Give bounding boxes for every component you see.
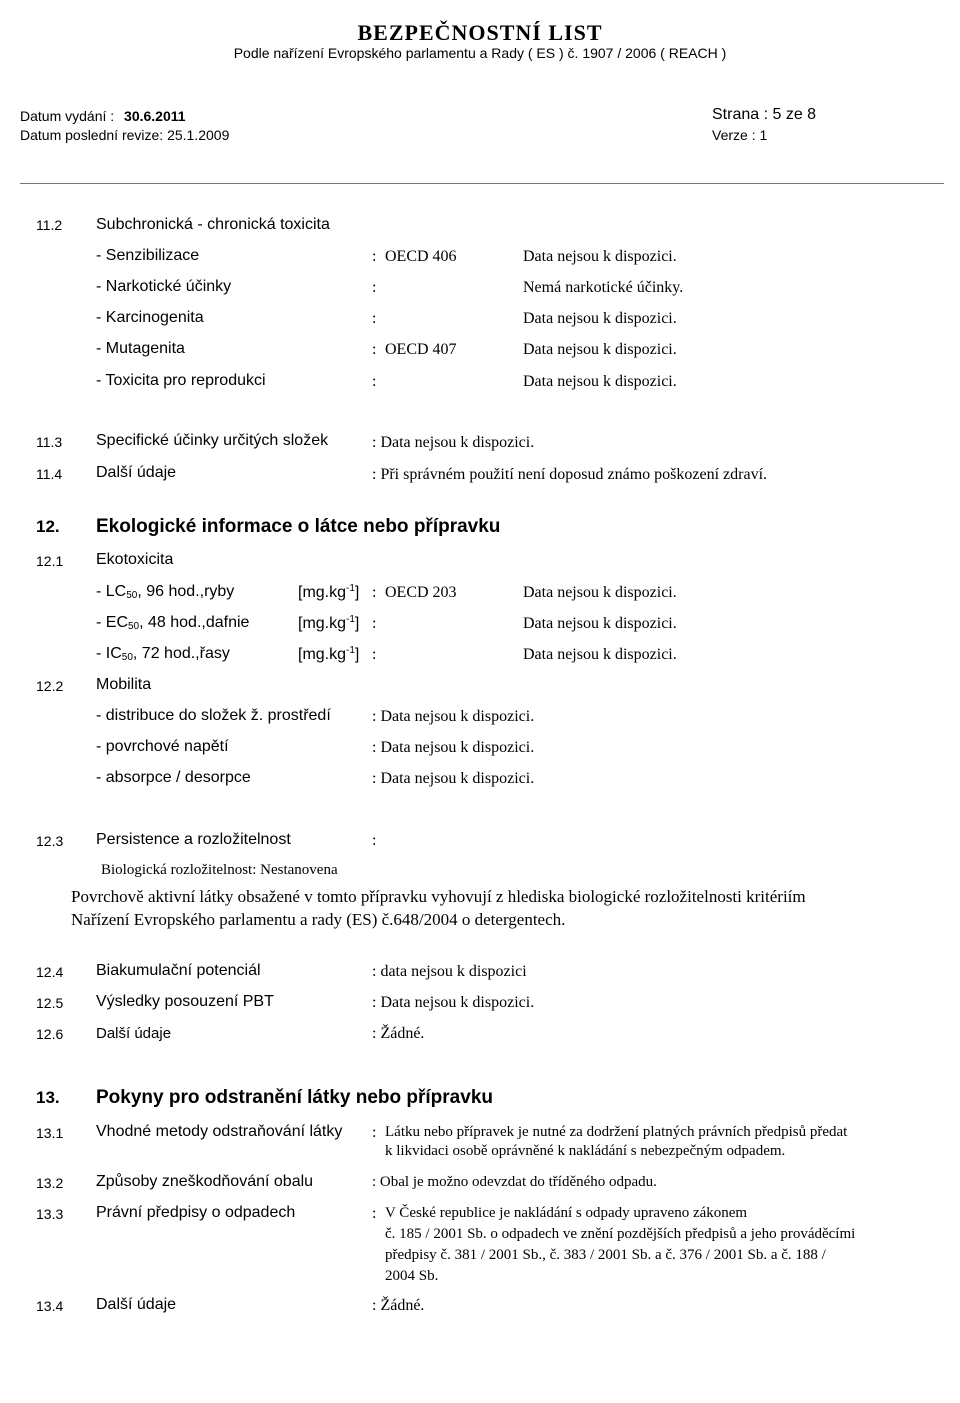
row-colon: : [372,615,377,632]
document-title: BEZPEČNOSTNÍ LIST [357,20,603,45]
mobility-label: - absorpce / desorpce [96,769,251,786]
chapter-title: Ekologické informace o látce nebo přípravku [96,516,501,537]
section-number: 13.4 [36,1298,64,1314]
row-label: - Senzibilizace [96,247,200,264]
section-number: 12.2 [36,678,64,694]
section-number: 12.6 [36,1026,64,1042]
row-value: Nemá narkotické účinky. [523,279,684,296]
row-method: OECD 406 [385,248,457,265]
surfactant-paragraph-line: Povrchově aktivní látky obsažené v tomto přípravku vyhovují z hlediska biologické rozložitelnosti kritériím [71,887,806,906]
row-label: - $LC_{50}$, 96 hod.,ryby [96,583,235,601]
issue-date-row [20,108,186,124]
section-label: Persistence a rozložitelnost [96,831,291,848]
row-unit: $[mg.kg^{-1}]$ [298,645,360,663]
section-label: Vhodné metody odstraňování látky [96,1123,343,1140]
section-colon: : [372,1205,377,1222]
section-label: Právní předpisy o odpadech [96,1204,296,1221]
section-number: 11.2 [36,217,63,233]
row-colon: : [372,373,377,390]
mobility-value: : Data nejsou k dispozici. [372,770,535,787]
surfactant-paragraph-line: Nařízení Evropského parlamentu a rady (ES) č.648/2004 o detergentech. [71,910,566,929]
section-value: : Žádné. [372,1025,425,1042]
mobility-label: - distribuce do složek ž. prostředí [96,707,331,724]
section-label: Způsoby zneškodňování obalu [96,1173,314,1190]
row-label: - $EC_{50}$, 48 hod.,dafnie [96,614,250,632]
revision-date: Datum poslední revize: 25.1.2009 [20,127,230,143]
section-number: 11.4 [36,466,63,482]
row-colon: : [372,279,377,296]
section-label: Další údaje [96,464,177,481]
row-colon: : [372,248,377,265]
row-method: OECD 407 [385,341,457,358]
section-number: 12.5 [36,995,64,1011]
section-number: 13.1 [36,1125,64,1141]
row-label: - Narkotické účinky [96,278,232,295]
row-value: Data nejsou k dispozici. [523,248,677,265]
row-value: Data nejsou k dispozici. [523,646,677,663]
row-label: - Mutagenita [96,340,185,357]
section-colon: : [372,1124,377,1141]
section-title: Ekotoxicita [96,551,174,568]
section-number: 12.3 [36,833,64,849]
header-divider [20,183,944,184]
issue-date-label: Datum vydání : [20,108,115,124]
section-value: : data nejsou k dispozici [372,963,527,980]
biodegradability-line: Biologická rozložitelnost: Nestanovena [101,862,338,878]
row-colon: : [372,584,377,601]
row-colon: : [372,310,377,327]
section-value: : Žádné. [372,1297,425,1314]
section-label: Další údaje [96,1025,172,1042]
section-number: 13.3 [36,1206,64,1222]
chapter-number: 13. [36,1088,60,1107]
legislation-text-line: V České republice je nakládání s odpady upraveno zákonem [385,1205,748,1221]
row-label: - Karcinogenita [96,309,204,326]
row-value: Data nejsou k dispozici. [523,310,677,327]
legislation-text-line: 2004 Sb. [385,1268,439,1284]
row-unit: $[mg.kg^{-1}]$ [298,614,360,632]
row-colon: : [372,341,377,358]
row-colon: : [372,646,377,663]
section-value: : Při správném použití není doposud známo poškození zdraví. [372,466,768,483]
row-value: Data nejsou k dispozici. [523,584,677,601]
mobility-value: : Data nejsou k dispozici. [372,739,535,756]
section-title: Subchronická - chronická toxicita [96,216,330,233]
row-value: Data nejsou k dispozici. [523,615,677,632]
section-colon: : [372,832,377,849]
section-number: 11.3 [36,434,63,450]
section-label: Biakumulační potenciál [96,962,261,979]
row-value: Data nejsou k dispozici. [523,341,677,358]
section-label: Specifické účinky určitých složek [96,432,329,449]
issue-date-value: 30.6.2011 [124,108,186,124]
mobility-label: - povrchové napětí [96,738,229,755]
row-label: - Toxicita pro reprodukci [96,372,266,389]
row-label: - $IC_{50}$, 72 hod.,řasy [96,645,230,663]
section-label: Další údaje [96,1296,177,1313]
chapter-title: Pokyny pro odstranění látky nebo přípravku [96,1087,493,1108]
legislation-text-line: předpisy č. 381 / 2001 Sb., č. 383 / 2001 Sb. a č. 376 / 2001 Sb. a č. 188 / [385,1247,826,1263]
section-value: : Obal je možno odevzdat do tříděného odpadu. [372,1174,657,1190]
disposal-text-line: Látku nebo přípravek je nutné za dodržení platných právních předpisů předat [385,1124,848,1140]
row-unit: $[mg.kg^{-1}]$ [298,583,360,601]
row-value: Data nejsou k dispozici. [523,373,677,390]
section-number: 12.1 [36,553,64,569]
page-number: Strana : 5 ze 8 [712,106,817,123]
version-number: Verze : 1 [712,127,768,143]
section-value: : Data nejsou k dispozici. [372,994,535,1011]
document-subtitle: Podle nařízení Evropského parlamentu a Rady ( ES ) č. 1907 / 2006 ( REACH ) [233,45,727,61]
section-number: 12.4 [36,964,64,980]
section-title: Mobilita [96,676,152,693]
legislation-text-line: č. 185 / 2001 Sb. o odpadech ve znění pozdějších předpisů a jeho prováděcími [385,1226,856,1242]
section-label: Výsledky posouzení PBT [96,993,274,1010]
mobility-value: : Data nejsou k dispozici. [372,708,535,725]
disposal-text-line: k likvidaci osobě oprávněné k nakládání s nebezpečným odpadem. [385,1143,786,1159]
section-value: : Data nejsou k dispozici. [372,434,535,451]
chapter-number: 12. [36,517,60,536]
section-number: 13.2 [36,1175,64,1191]
row-method: OECD 203 [385,584,457,601]
